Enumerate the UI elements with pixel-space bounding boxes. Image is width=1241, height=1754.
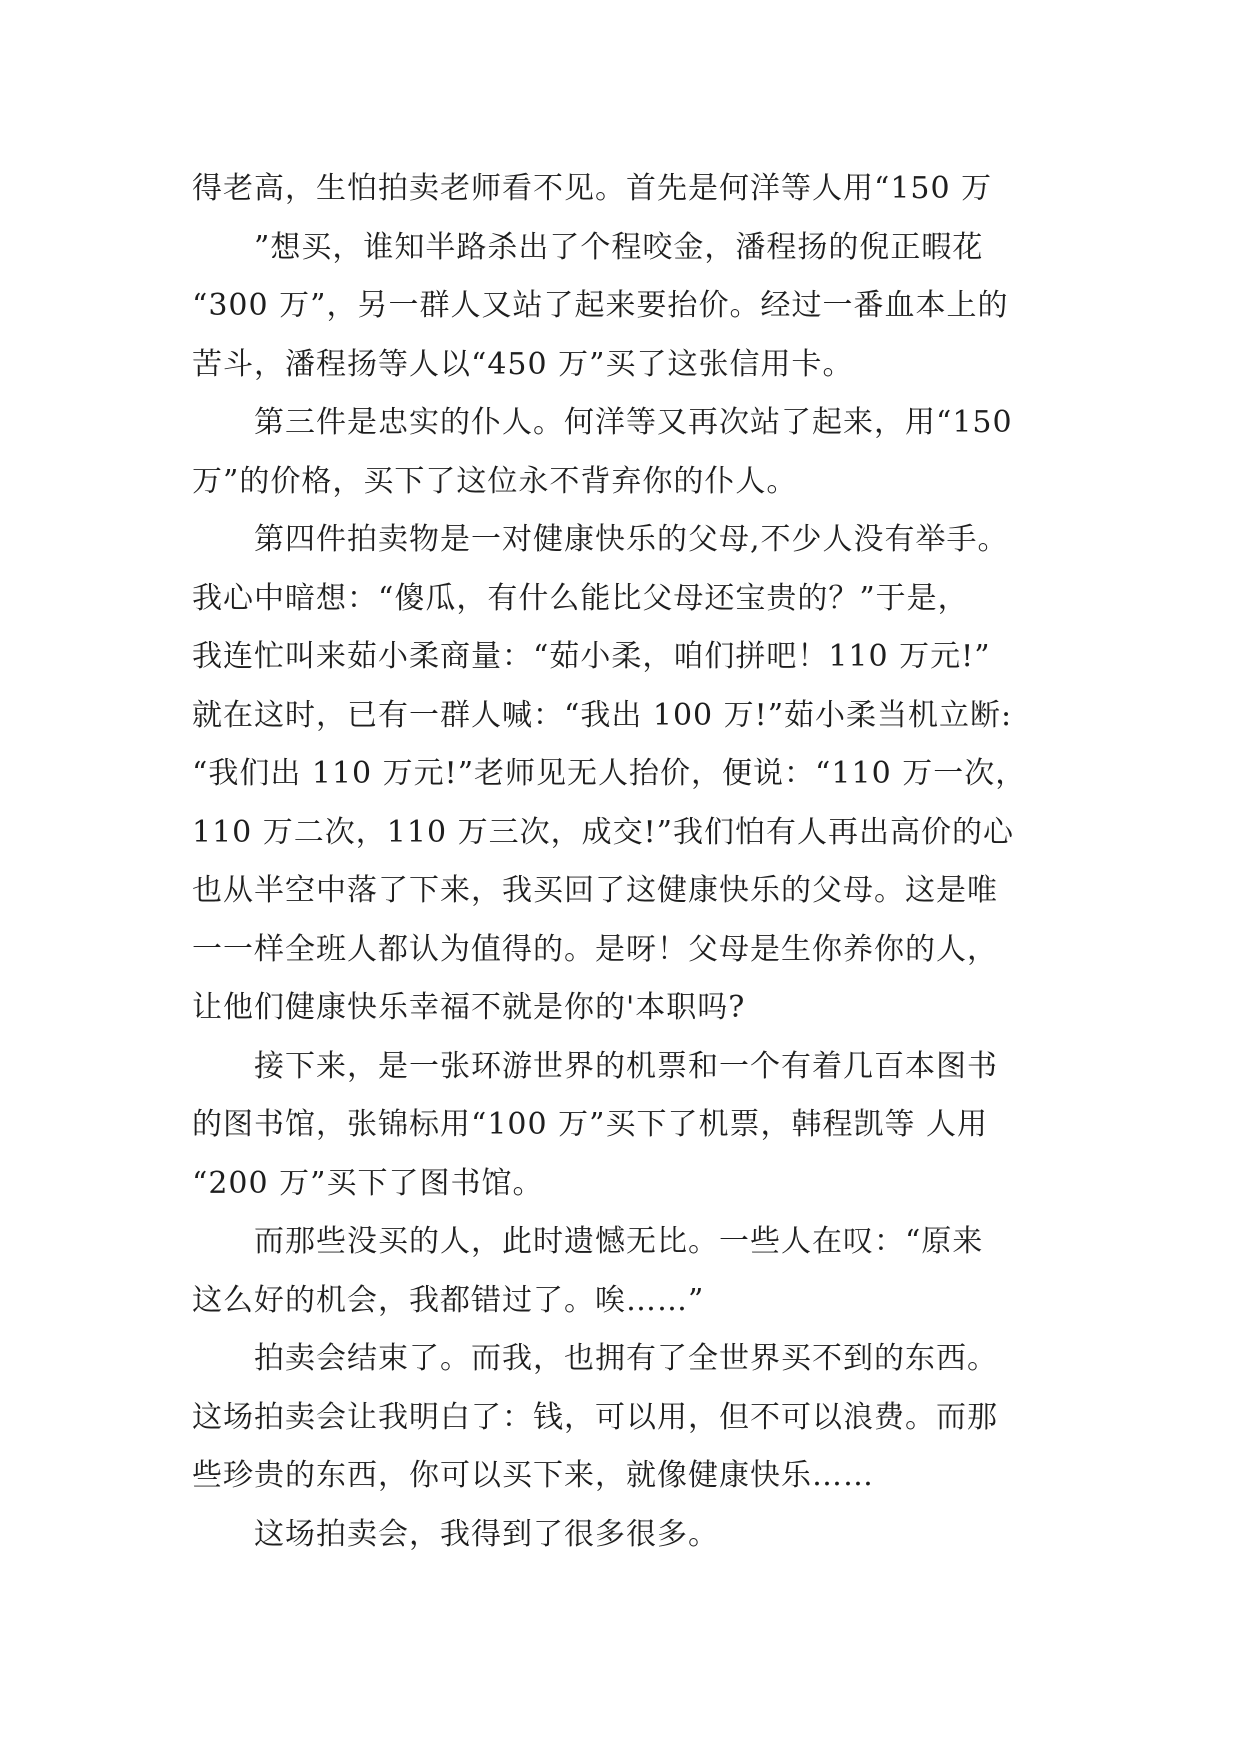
text-line: 这场拍卖会让我明白了：钱，可以用，但不可以浪费。而那 [192, 1399, 998, 1435]
text-line: 些珍贵的东西，你可以买下来，就像健康快乐…… [192, 1458, 874, 1493]
text-line: 万”的价格，买下了这位永不背弃你的仆人。 [192, 463, 798, 499]
text-line: 得老高，生怕拍卖老师看不见。首先是何洋等人用“150 万 [192, 171, 993, 206]
text-line: 就在这时，已有一群人喊：“我出 100 万!”茹小柔当机立断: [192, 697, 1013, 733]
text-line: 第四件拍卖物是一对健康快乐的父母,不少人没有举手。 [192, 522, 1009, 557]
text-line: 的图书馆，张锦标用“100 万”买下了机票，韩程凯等 人用 [192, 1107, 989, 1142]
text-line: 一一样全班人都认为值得的。是呀！父母是生你养你的人， [192, 931, 998, 967]
text-line: “我们出 110 万元!”老师见无人抬价，便说：“110 万一次， [192, 756, 1027, 791]
text-line: 也从半空中落了下来，我买回了这健康快乐的父母。这是唯 [192, 873, 998, 908]
text-line: “300 万”，另一群人又站了起来要抬价。经过一番血本上的 [192, 288, 1009, 323]
text-line: 让他们健康快乐幸福不就是你的'本职吗? [192, 990, 746, 1025]
text-line: 110 万二次，110 万三次，成交!”我们怕有人再出高价的心 [192, 814, 1014, 850]
text-line: 这场拍卖会，我得到了很多很多。 [192, 1516, 719, 1552]
text-line: 苦斗，潘程扬等人以“450 万”买了这张信用卡。 [192, 346, 854, 382]
essay-body [192, 160, 1072, 1564]
text-line: 拍卖会结束了。而我，也拥有了全世界买不到的东西。 [192, 1341, 998, 1376]
text-line: 接下来，是一张环游世界的机票和一个有着几百本图书 [192, 1048, 998, 1084]
text-line: 我连忙叫来茹小柔商量：“茹小柔，咱们拼吧！110 万元!” [192, 639, 991, 674]
text-line: 我心中暗想：“傻瓜，有什么能比父母还宝贵的？”于是， [192, 580, 969, 616]
text-line: 这么好的机会，我都错过了。唉……” [192, 1282, 705, 1318]
text-line: ”想买，谁知半路杀出了个程咬金，潘程扬的倪正暇花 [192, 229, 984, 265]
text-line: “200 万”买下了图书馆。 [192, 1165, 544, 1201]
text-line: 而那些没买的人，此时遗憾无比。一些人在叹：“原来 [192, 1224, 984, 1259]
text-line: 第三件是忠实的仆人。何洋等又再次站了起来，用“150 [192, 405, 1013, 440]
